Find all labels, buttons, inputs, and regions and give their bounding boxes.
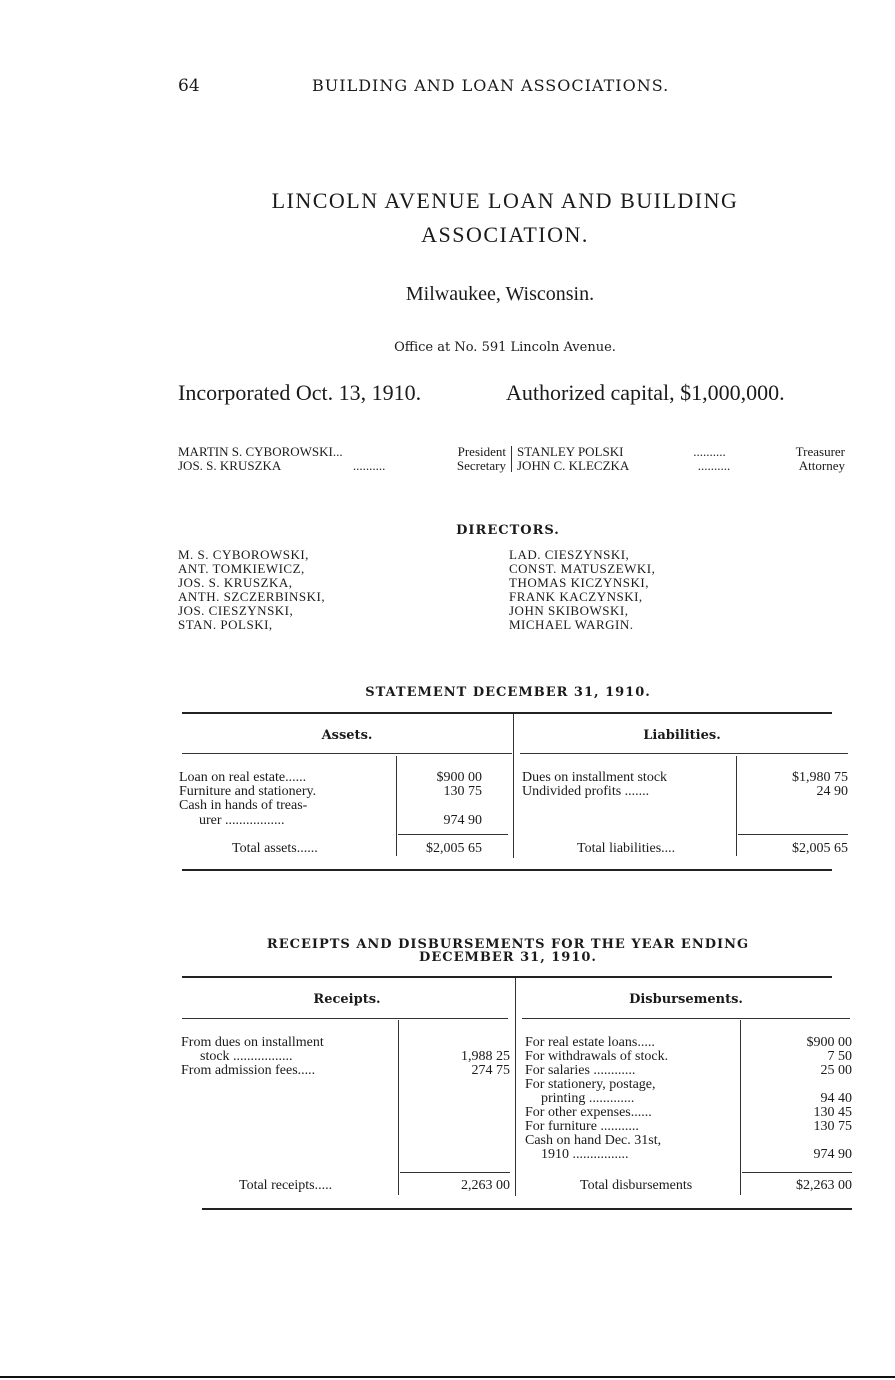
receipts-total-rule [400,1172,510,1173]
liabilities-head-rule [520,753,848,754]
disbursement-label: printing ............. [541,1091,635,1106]
officer-title: Secretary [456,458,506,473]
disbursements-total-rule [742,1172,852,1173]
assets-total-rule [398,834,508,835]
leader-dots: .......... [697,459,731,473]
asset-amount: 130 75 [443,784,482,799]
association-title-line2: ASSOCIATION. [421,222,589,247]
officers-divider [511,446,512,472]
disbursement-amount: $900 00 [806,1035,852,1050]
director-name: FRANK KACZYNSKI, [509,589,643,604]
total-assets-amount: $2,005 65 [426,841,482,856]
total-disbursements-amount: $2,263 00 [796,1178,852,1193]
assets-amount-divider [396,756,397,856]
director-name: ANT. TOMKIEWICZ, [178,561,305,576]
total-receipts-amount: 2,263 00 [461,1178,510,1193]
disbursement-amount: 7 50 [827,1049,852,1064]
officer-title: President [457,444,506,459]
running-head: BUILDING AND LOAN ASSOCIATIONS. [312,76,670,95]
asset-amount: $900 00 [436,770,482,785]
director-name: THOMAS KICZYNSKI, [509,575,649,590]
directors-right-column [509,548,655,632]
total-disbursements-label: Total disbursements [580,1178,693,1193]
disbursement-label: Cash on hand Dec. 31st, [525,1133,662,1148]
officer-name: MARTIN S. CYBOROWSKI [178,444,333,459]
disbursement-amount: 25 00 [820,1063,852,1078]
director-name: M. S. CYBOROWSKI, [178,547,309,562]
city-line: Milwaukee, Wisconsin. [405,283,595,305]
receipts-center-divider [515,978,516,1196]
officer-row [178,459,506,473]
statement-heading: STATEMENT DECEMBER 31, 1910. [365,685,651,700]
officer-title: Treasurer [795,444,845,459]
leader-dots: .......... [352,459,386,473]
asset-label: urer ................. [199,813,285,828]
disbursement-amount: 94 40 [820,1091,852,1106]
liabilities-amount-divider [736,756,737,856]
receipt-label: From admission fees..... [181,1063,316,1078]
directors-left-column [178,548,325,632]
officer-row [517,459,845,473]
liability-amount: 24 90 [816,784,848,799]
page-bottom-edge [0,1376,895,1378]
leader-dots: ... [332,445,343,459]
statement-top-rule [182,712,832,714]
assets-column-head: Assets. [321,728,373,743]
disbursement-label: 1910 ................ [541,1147,629,1162]
total-assets-label: Total assets...... [232,841,318,856]
statement-bottom-rule [182,869,832,871]
receipts-heading-line1: RECEIPTS AND DISBURSEMENTS FOR THE YEAR ENDING [266,937,750,952]
disbursement-label: For withdrawals of stock. [525,1049,669,1064]
incorporated-date: Incorporated Oct. 13, 1910. [178,380,422,405]
officer-row [178,445,506,459]
receipts-head-rule [182,1018,508,1019]
director-name: CONST. MATUSZEWKI, [509,561,656,576]
leader-dots: .......... [693,445,726,459]
office-address: Office at No. 591 Lincoln Avenue. [394,340,616,355]
officer-row [517,445,845,459]
asset-label: Cash in hands of treas- [179,798,308,813]
receipts-bottom-rule [202,1208,852,1210]
director-name: MICHAEL WARGIN. [509,617,634,632]
officer-name: JOHN C. KLECZKA [517,458,630,473]
receipts-heading-line2: DECEMBER 31, 1910. [419,950,597,965]
disbursement-amount: 130 75 [813,1119,852,1134]
page-number: 64 [178,76,200,96]
disbursements-column-head: Disbursements. [629,992,743,1007]
directors-heading: DIRECTORS. [456,523,560,538]
receipt-label: stock ................. [200,1049,293,1064]
disbursement-label: For other expenses...... [525,1105,652,1120]
disbursement-label: For real estate loans..... [525,1035,655,1050]
director-name: JOS. S. KRUSZKA, [178,575,293,590]
officer-title: Attorney [798,458,845,473]
liability-label: Undivided profits ....... [522,784,650,799]
disbursement-label: For stationery, postage, [525,1077,656,1092]
officer-name: JOS. S. KRUSZKA [178,458,282,473]
receipts-amount-divider [398,1020,399,1195]
asset-label: Loan on real estate...... [179,770,307,785]
disbursement-label: For furniture ........... [525,1119,639,1134]
asset-label: Furniture and stationery. [179,784,317,799]
receipt-amount: 1,988 25 [461,1049,510,1064]
disbursement-amount: 974 90 [813,1147,852,1162]
director-name: JOS. CIESZYNSKI, [178,603,294,618]
liabilities-total-rule [738,834,848,835]
disbursements-amount-divider [740,1020,741,1195]
total-receipts-label: Total receipts..... [239,1178,333,1193]
officers-right [517,445,845,473]
director-name: STAN. POLSKI, [178,617,273,632]
association-title-line1: LINCOLN AVENUE LOAN AND BUILDING [271,188,739,213]
director-name: LAD. CIESZYNSKI, [509,547,630,562]
asset-amount: 974 90 [443,813,482,828]
receipts-column-head: Receipts. [313,992,381,1007]
disbursements-head-rule [522,1018,850,1019]
total-liabilities-label: Total liabilities.... [577,841,676,856]
receipt-label: From dues on installment [181,1035,324,1050]
authorized-capital: Authorized capital, $1,000,000. [506,380,785,405]
director-name: JOHN SKIBOWSKI, [509,603,629,618]
assets-head-rule [182,753,512,754]
disbursement-label: For salaries ............ [525,1063,636,1078]
liabilities-column-head: Liabilities. [643,728,721,743]
total-liabilities-amount: $2,005 65 [792,841,848,856]
liability-label: Dues on installment stock [522,770,668,785]
officer-name: STANLEY POLSKI [517,444,624,459]
director-name: ANTH. SZCZERBINSKI, [178,589,326,604]
officers-left [178,445,506,473]
receipts-top-rule [182,976,832,978]
disbursement-amount: 130 45 [813,1105,852,1120]
receipt-amount: 274 75 [471,1063,510,1078]
liability-amount: $1,980 75 [792,770,848,785]
